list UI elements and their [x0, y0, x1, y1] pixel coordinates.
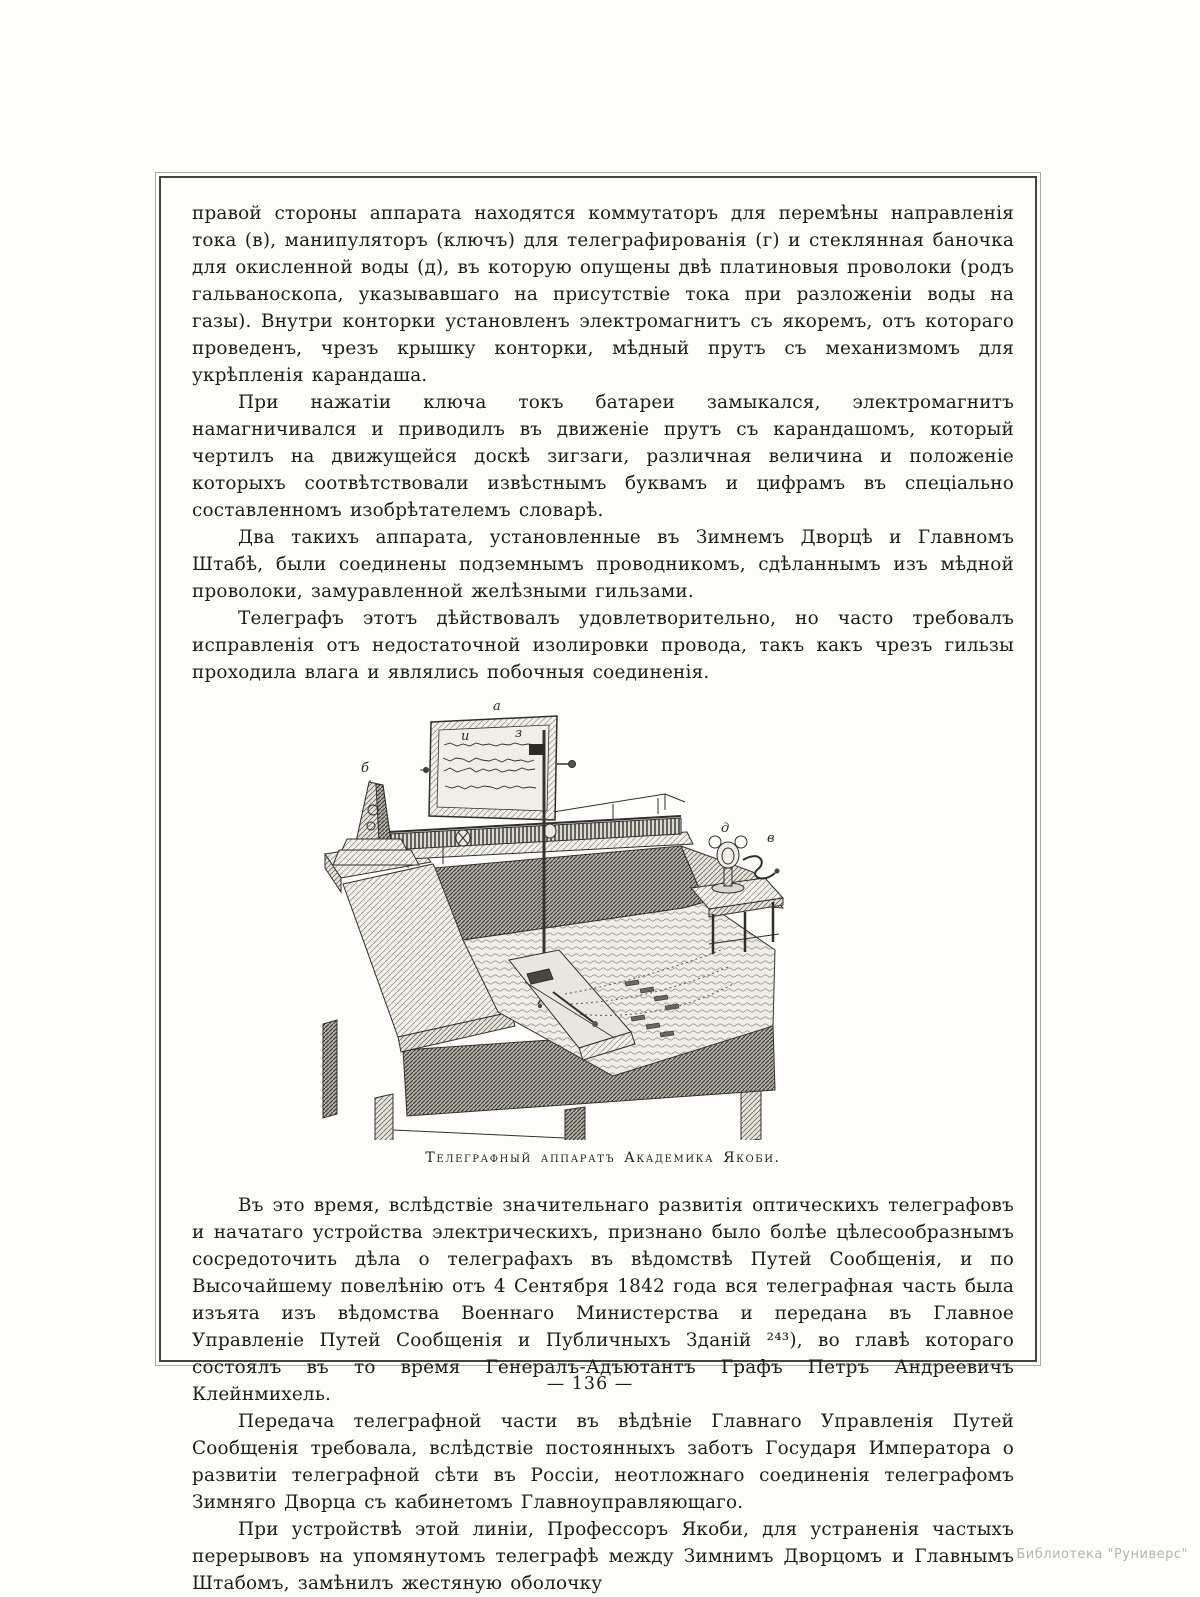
figure-label-jar: д	[721, 821, 730, 836]
paragraph: Въ это время, вслѣдствіе значительнаго развитія оптическихъ телеграфовъ и начатаго устройства электрическихъ, признано было болѣе цѣлесообразнымъ сосредоточить дѣла о телеграфахъ въ вѣдомствѣ Путей Сообщенія, и по Высочайшему повелѣнію отъ 4 Сентября 1842 года вся телеграфная часть была изъята изъ вѣдомства Военнаго Министерства и передана въ Главное Управленіе Путей Сообщенія и Публичныхъ Зданій ²⁴³), во главѣ котораго состоялъ въ то время Генералъ-Адъютантъ Графъ Петръ Андреевичъ Клейнмихель.	[192, 1195, 1014, 1405]
figure-label-metronome: б	[361, 761, 369, 776]
paragraph: Передача телеграфной части въ вѣдѣніе Главнаго Управленія Путей Сообщенія требовала, вслѣдствіе постоянныхъ заботъ Государя Императора о развитіи телеграфной сѣти въ Россіи, неотложнаго соединенія телеграфомъ Зимняго Дворца съ кабинетомъ Главноуправляющаго.	[192, 1411, 1014, 1513]
figure-label-trace-i: и	[461, 729, 470, 744]
figure-label-commutator: в	[767, 831, 775, 846]
telegraph-apparatus-illustration	[313, 692, 893, 1140]
paragraph: Телеграфъ этотъ дѣйствовалъ удовлетворительно, но часто требовалъ исправленія отъ недостаточной изолировки провода, такъ какъ чрезъ гильзы проходила влага и являлись побочныя соединенія.	[192, 608, 1014, 683]
figure-label-trace-z: з	[515, 726, 523, 741]
paragraph: правой стороны аппарата находятся коммутаторъ для перемѣны направленія тока (в), манипуляторъ (ключъ) для телеграфированія (г) и стеклянная баночка для окисленной воды (д), въ которую опущены двѣ платиновыя проволоки (родъ гальваноскопа, указывавшаго на присутствіе тока при разложеніи воды на газы). Внутри конторки установленъ электромагнитъ съ якоремъ, отъ котораго проведенъ, чрезъ крышку конторки, мѣдный прутъ съ механизмомъ для укрѣпленія карандаша.	[192, 203, 1014, 386]
library-watermark: Библиотека "Руниверс"	[1016, 1547, 1188, 1562]
figure-telegraph-apparatus	[192, 692, 1014, 1166]
recording-board	[420, 716, 576, 820]
paragraph: Два такихъ аппарата, установленные въ Зимнемъ Дворцѣ и Главномъ Штабѣ, были соединены подземнымъ проводникомъ, сдѣланнымъ изъ мѣдной проволоки, замуравленной желѣзными гильзами.	[192, 527, 1014, 602]
figure-caption: Телеграфный аппаратъ Академика Якоби.	[425, 1150, 781, 1166]
paragraph: При нажатіи ключа токъ батареи замыкался, электромагнитъ намагничивался и приводилъ въ движеніе прутъ съ карандашомъ, который чертилъ на движущейся доскѣ зигзаги, различная величина и положеніе которыхъ соотвѣтствовали извѣстнымъ буквамъ и цифрамъ въ спеціально составленномъ изобрѣтателемъ словарѣ.	[192, 392, 1014, 521]
paragraph: При устройствѣ этой линіи, Профессоръ Якоби, для устраненія частыхъ перерывовъ на упомянутомъ телеграфѣ между Зимнимъ Дворцомъ и Главнымъ Штабомъ, замѣнилъ жестяную оболочку	[192, 1519, 1014, 1594]
metronome	[333, 780, 419, 865]
page-number: — 136 —	[546, 1374, 634, 1394]
figure-label-board: a	[493, 699, 501, 714]
